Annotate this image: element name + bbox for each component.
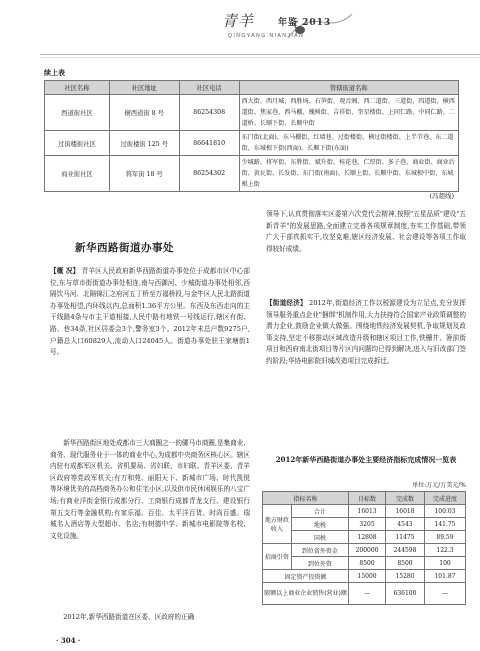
group-investment: 招商引资 [263,544,292,570]
cell-community-streets: 西大街、西月城、西胜场、石笋街、观音阁、西二道街、三道街、四道街、横西道街、焦家巷、西马棚、槐树街、吉祥街、奎星楼街、上同仁路、中同仁路、二道桥、长顺下街、长顺中街 [239,95,458,131]
cell-actual: 16018 [386,505,425,518]
table-header-row [45,81,459,95]
cell-target: 3205 [349,518,386,531]
community-table [44,80,459,192]
header-divider [40,54,480,55]
cell-progress: 101.87 [424,570,465,583]
economy-label: 【街道经济】 [266,299,307,307]
overview-text: 青羊区人民政府新华西路街道办事处位于成都市区中心部位,东与草市街街道办事处相连,南与西御河、少城街道办事处相邻,西隔饮马河、北隔锦江之府河五丁桥至万福桥段,与金牛区人民北路街道办事处相望,内环线以内,总面积1.36平方公里。东西及东西走向的主干线路4条与市主干道相接,人民中路有地铁一号线运行,辖区有街、路、巷34条,社区居委会3个,警务室3个。2012年末总户数9275户,户籍总人口60829人,流动人口24045人。街道办事处驻王家塘街1号。 [50,267,250,357]
cell-community-phone: 86641810 [179,131,239,156]
col-header-actual: 完成数 [386,492,425,505]
header-title: 青羊 [222,12,255,30]
header-year: 年鉴 2013 [278,18,332,28]
cell-indicator: 地税 [291,518,348,531]
section-title: 新华西路街道办事处 [75,242,174,254]
col-header-target: 目标数 [349,492,386,505]
group-fiscal-revenue: 地方财政收入 [263,505,292,544]
table-row [263,544,466,557]
table-row [263,570,466,583]
cell-community-name: 过街楼街社区 [45,131,110,156]
table-row [45,131,459,156]
overview-paragraph [50,266,250,359]
table1-caption: 续上表 [44,68,65,77]
table1-editor: (冯超线) [429,192,454,200]
table-row [263,583,466,605]
table-header-row [263,492,466,505]
cell-target: — [349,583,386,605]
header-divider-secondary [40,57,480,58]
cell-indicator: 合计 [291,505,348,518]
col-header-progress: 完成进度 [424,492,465,505]
table-row [263,557,466,570]
year-paragraph-continued: 领导下,认真贯彻落实区委第六次党代会精神,按照"五星品质"建设"五新青羊"的发展思路,全面建立完善各项规章制度,夯实工作基础,带领广大干部真抓实干,攻坚克难,辖区经济发展、社会建设等各项工作取得较好成绩。 [266,210,466,253]
table-row [45,95,459,131]
cell-progress: — [424,583,465,605]
cell-community-address: 横西道街 8 号 [109,95,179,131]
col-header-phone: 社区电话 [179,81,239,95]
table-row [45,156,459,192]
cell-community-name: 商业街社区 [45,156,110,192]
cell-indicator: 国税 [291,531,348,544]
cell-progress: 89.59 [424,531,465,544]
table2-unit: 单位:万元/万美元/% [412,482,466,489]
cell-actual: 15280 [386,570,425,583]
cell-target: 8500 [349,557,386,570]
economy-paragraph [266,298,466,368]
cell-indicator: 固定资产投资额 [263,570,349,583]
sheep-logo-icon [282,8,362,48]
cell-progress: 141.75 [424,518,465,531]
cell-actual: 4543 [386,518,425,531]
cell-actual: 8500 [386,557,425,570]
cell-actual: 244598 [386,544,425,557]
cell-community-phone: 86254308 [179,95,239,131]
header-pinyin: QINGYANG NIANJIAN [228,33,305,39]
cell-target: 16013 [349,505,386,518]
cell-indicator: 到位省外资金 [291,544,348,557]
col-header-indicator: 指标名称 [263,492,349,505]
economic-indicators-table [262,491,466,605]
year-paragraph-start: 2012年,新华西路街道在区委、区政府的正确 [63,613,195,621]
cell-community-phone: 86254302 [179,156,239,192]
cell-community-streets: 少城路、将军街、东胜街、斌升街、桂花巷、仁厚街、多子巷、商业街、商业后街、黄瓦街、长发街、东门街(南面)、长顺上街、长顺中街、东城根中街、东城根上街 [239,156,458,192]
table-row [263,505,466,518]
col-header-address: 社区地址 [109,81,179,95]
cell-indicator: 到位外资 [291,557,348,570]
table2-caption: 2012年新华西路街道办事处主要经济指标完成情况一览表 [275,455,457,464]
page-number: · 304 · [56,636,81,645]
cell-community-address: 过街楼街 125 号 [109,131,179,156]
cell-progress: 100.03 [424,505,465,518]
table-row [263,531,466,544]
cell-progress: 100 [424,557,465,570]
cell-actual: 636100 [386,583,425,605]
cell-indicator: 限额以上商业企业销售(营业)额 [263,583,349,605]
cell-target: 12808 [349,531,386,544]
cell-progress: 122.3 [424,544,465,557]
col-header-streets: 管辖街道名称 [239,81,458,95]
district-paragraph: 新华西路街区地处成都市三大商圈之一的骡马市商圈,是集商业、商务、现代服务业于一体的商业中心,为成都中央商务区核心区。辖区内驻有成都军区机关、省机要局、省妇联、市妇联、青羊区委、青羊区政府等党政军机关;有万和苑、丽阳天下、新城市广场、时代凯悦等环境优美的高档商务办公和住宅小区,以及供市民休闲娱乐的八宝广场;有商业洋街金银行成都分行、工商银行成都青龙支行、建设银行第五支行等金融机构;有家乐福、百佳、太平洋百货、时尚百盛、瑞城名人酒店等大型超市、名店;有树德中学、新城市电影院等名校、文化设施。 [50,439,250,540]
cell-community-streets: 东门街(北面)、东马棚街、红墙巷、过街楼街、横过街楼街、上半节巷、东二道街、东城根下街(西面)、长顺下街(东面) [239,131,458,156]
table-row [263,518,466,531]
overview-label: 【概 况】 [50,267,80,275]
cell-community-address: 将军街 18 号 [109,156,179,192]
economy-text: 2012年,街道经济工作以税源建设为立足点,充分发挥领导服务重点企业"捆绑"机制作用,大力扶持符合国家产业政策调整的潜力企业,鼓励企业做大做强。围绕地铁经济发展契机,争取规划及政策支持,坚定不移推动区域改造升级和辖区项目工作,铁栅井、箸前街项目和西府南北街项目等片区内问题均已得到解决,进入与旧改部门签约阶段;华协电影院旧城改造项目完成拆迁。 [266,299,466,365]
cell-actual: 11475 [386,531,425,544]
cell-community-name: 西道街社区 [45,95,110,131]
cell-target: 15000 [349,570,386,583]
cell-target: 200000 [349,544,386,557]
col-header-name: 社区名称 [45,81,110,95]
